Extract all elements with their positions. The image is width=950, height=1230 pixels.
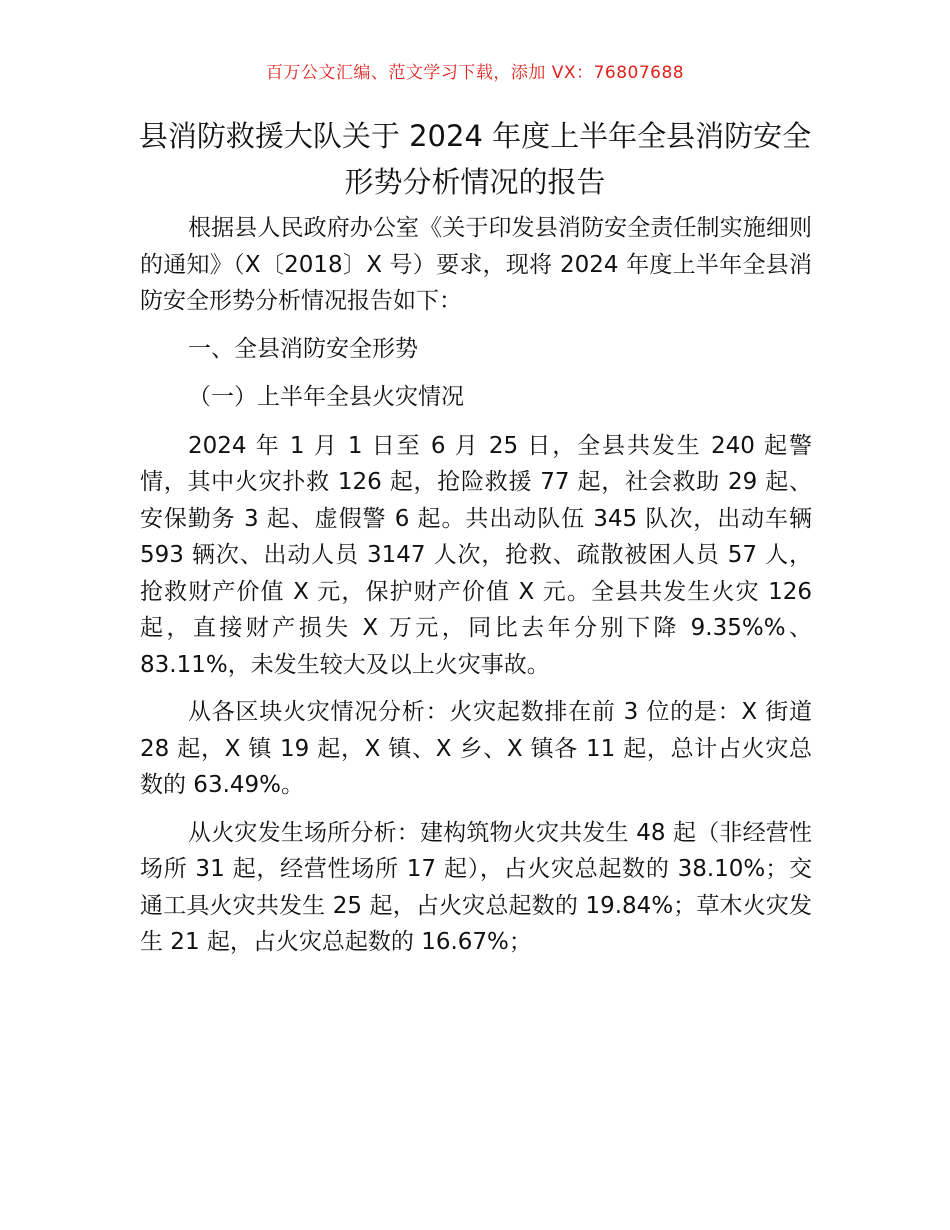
section-heading: 一、全县消防安全形势 xyxy=(188,335,418,362)
area-analysis-paragraph: 从各区块火灾情况分析：火灾起数排在前 3 位的是：X 街道 28 起，X 镇 19 起，X 镇、X 乡、X 镇各 11 起，总计占火灾总数的 63.49%。 xyxy=(140,699,812,798)
header-watermark-note: 百万公文汇编、范文学习下载，添加 VX：76807688 xyxy=(265,63,685,83)
location-analysis-paragraph: 从火灾发生场所分析：建构筑物火灾共发生 48 起（非经营性场所 31 起，经营性场所 17 起），占火灾总起数的 38.10%；交通工具火灾共发生 25 起，占火灾总起数的 19.84%；草木火灾发生 21 起，占火灾总起数的 16.67%； xyxy=(140,819,812,955)
document-body xyxy=(140,210,812,972)
intro-paragraph: 根据县人民政府办公室《关于印发县消防安全责任制实施细则的通知》（X〔2018〕X 号）要求，现将 2024 年度上半年全县消防安全形势分析情况报告如下： xyxy=(140,215,812,314)
subsection-heading: （一）上半年全县火灾情况 xyxy=(188,384,464,410)
document-title: 县消防救援大队关于 2024 年度上半年全县消防安全形势分析情况的报告 xyxy=(138,119,812,199)
fire-statistics-paragraph: 2024 年 1 月 1 日至 6 月 25 日，全县共发生 240 起警情，其中火灾扑救 126 起，抢险救援 77 起，社会救助 29 起、安保勤务 3 起、虚假警 6 起。共出动队伍 345 队次，出动车辆 593 辆次、出动人员 3147 人次，抢救、疏散被困人员 57 人，抢救财产价值 X 元，保护财产价值 X 元。全县共发生火灾 126 起，直接财产损失 X 万元，同比去年分别下降 9.35%%、83.11%，未发生较大及以上火灾事故。 xyxy=(140,432,813,678)
